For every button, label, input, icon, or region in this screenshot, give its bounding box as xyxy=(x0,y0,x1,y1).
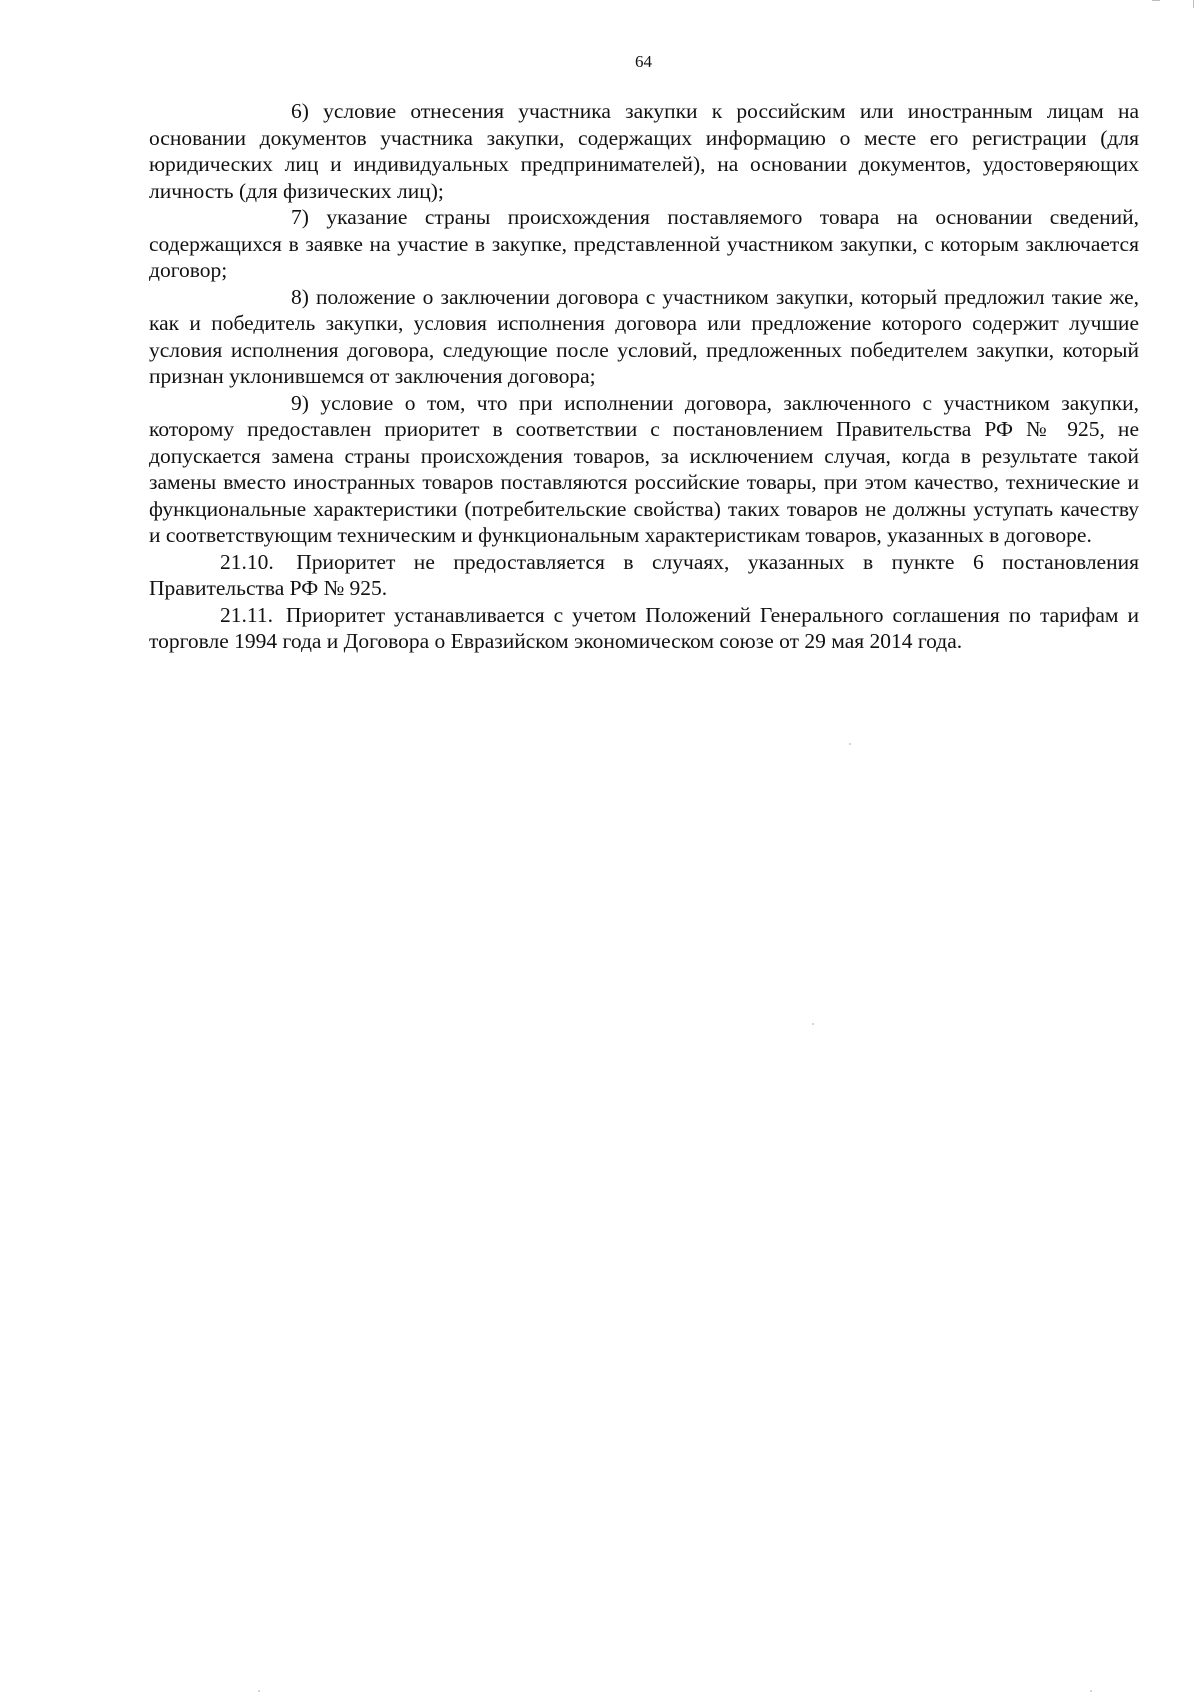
list-item-text: условие отнесения участника закупки к российским или иностранным лицам на основании документов участника закупки, содержащих информацию о месте его регистрации (для юридических лиц и индивидуальных предпринимателей), на основании документов, удостоверяющих личность (для физических лиц); xyxy=(149,99,1140,203)
list-item-7 xyxy=(149,204,1139,284)
clause-21-10 xyxy=(149,549,1139,602)
list-item-number: 6) xyxy=(291,99,309,123)
document-body xyxy=(149,98,1139,655)
list-item-text: условие о том, что при исполнении договора, заключенного с участником закупки, которому предоставлен приоритет в соответствии с постановлением Правительства РФ № 925, не допускается замена страны происхождения товаров, за исключением случая, когда в результате такой замены вместо иностранных товаров поставляются российские товары, при этом качество, технические и функциональные характеристики (потребительские свойства) таких товаров не должны уступать качеству и соответствующим техническим и функциональным характеристикам товаров, указанных в договоре. xyxy=(149,390,1139,547)
list-item-9 xyxy=(149,390,1139,549)
list-item-number: 9) xyxy=(291,390,309,415)
clause-text: Приоритет устанавливается с учетом Положений Генерального соглашения по тарифам и торговле 1994 года и Договора о Евразийском экономическом союзе от 29 мая 2014 года. xyxy=(149,602,1139,653)
scan-artifact-top-right xyxy=(1193,0,1194,8)
list-item-6 xyxy=(149,98,1139,204)
list-item-8 xyxy=(149,284,1139,390)
scan-artifact-top-right-2 xyxy=(1152,0,1160,1)
scan-artifact-dot xyxy=(849,743,851,745)
clause-number: 21.11. xyxy=(220,602,273,627)
clause-number: 21.10. xyxy=(220,549,274,574)
page-number: 64 xyxy=(635,52,652,71)
list-item-text: указание страны происхождения поставляемого товара на основании сведений, содержащихся в заявке на участие в закупке, представленной участником закупки, с которым заключается договор; xyxy=(149,205,1140,282)
scan-artifact-dot xyxy=(1090,1690,1092,1692)
scan-artifact-dot xyxy=(812,1023,814,1025)
list-item-number: 7) xyxy=(291,205,309,229)
scan-artifact-dot xyxy=(258,1690,260,1692)
list-item-number: 8) xyxy=(291,284,309,309)
clause-text: Приоритет не предоставляется в случаях, указанных в пункте 6 постановления Правительства РФ № 925. xyxy=(149,549,1139,600)
clause-21-11 xyxy=(149,602,1139,655)
list-item-text: положение о заключении договора с участником закупки, который предложил такие же, как и победитель закупки, условия исполнения договора или предложение которого содержит лучшие условия исполнения договора, следующие после условий, предложенных победителем закупки, который признан уклонившемся от заключения договора; xyxy=(149,284,1139,388)
